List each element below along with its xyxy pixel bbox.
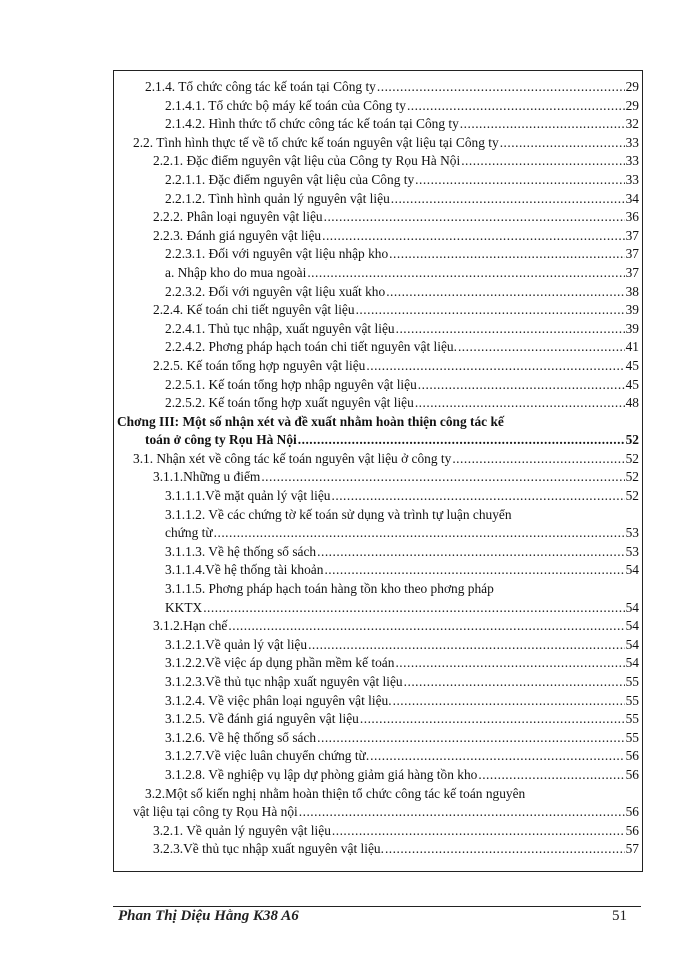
toc-entry-page: 52: [625, 469, 639, 485]
toc-leader: [415, 171, 624, 190]
toc-entry-page: 29: [625, 97, 639, 113]
toc-entry-title: toán ở công ty Rọu Hà Nội: [145, 432, 297, 448]
toc-entry-page: 53: [625, 525, 639, 541]
toc-entry[interactable]: [113, 227, 641, 246]
toc-entry[interactable]: [113, 543, 641, 562]
toc-entry-page: 52: [625, 432, 639, 448]
toc-leader: [332, 822, 625, 841]
toc-entry[interactable]: [113, 376, 641, 395]
toc-entry[interactable]: [113, 394, 641, 413]
toc-entry-title: 3.2.1. Về quản lý nguyên vật liệu: [153, 822, 331, 838]
toc-leader: [385, 840, 625, 859]
toc-entry[interactable]: [113, 822, 641, 841]
toc-entry-title: 3.1.2.3.Về thủ tục nhập xuất nguyên vật liệu: [165, 674, 403, 689]
toc-entry[interactable]: [113, 599, 641, 618]
toc-entry[interactable]: [113, 78, 641, 97]
toc-entry-title: 2.2.1.1. Đặc điểm nguyên vật liệu của Công ty: [165, 171, 415, 187]
toc-entry-page: 48: [625, 395, 639, 411]
toc-entry-page: 52: [625, 450, 639, 466]
toc-entry-title: 3.1.2.1.Về quản lý vật liệu: [165, 636, 308, 652]
toc-entry-title: 2.2.2. Phân loại nguyên vật liệu: [153, 209, 323, 225]
toc-entry[interactable]: [113, 115, 641, 134]
toc-entry[interactable]: [113, 561, 641, 580]
toc-leader: [324, 208, 625, 227]
toc-leader: [317, 543, 624, 562]
toc-entry-page: 56: [625, 748, 639, 764]
toc-entry-page: 56: [625, 804, 639, 820]
toc-entry-title: 3.1.2.8. Về nghiệp vụ lập dự phòng giảm giá hàng tồn kho: [165, 766, 478, 782]
toc-entry[interactable]: [113, 840, 641, 859]
toc-leader: [324, 561, 624, 580]
toc-entry-page: 29: [625, 79, 639, 94]
toc-entry[interactable]: [113, 729, 641, 748]
toc-entry-page: 55: [625, 692, 639, 708]
toc-leader: [356, 301, 625, 320]
toc-leader: [203, 599, 624, 618]
toc-entry-title: 3.1.1.1.Về mặt quản lý vật liệu: [165, 488, 331, 504]
toc-entry-title: 3.1.1.Những u điểm: [153, 469, 261, 485]
toc-entry-title: 2.2.1. Đặc điểm nguyên vật liệu của Công ty Rọu Hà Nội: [153, 153, 461, 169]
toc-entry-title[interactable]: 3.1.1.2. Về các chứng tờ kế toán sử dụng và trình tự luận chuyển: [165, 506, 512, 522]
toc-entry[interactable]: [113, 152, 641, 171]
toc-entry[interactable]: [113, 431, 641, 450]
toc-entry[interactable]: [113, 171, 641, 190]
toc-entry-title: 3.2.3.Về thủ tục nhập xuất nguyên vật liệu.: [153, 841, 384, 857]
toc-entry[interactable]: [113, 320, 641, 339]
table-of-contents: [113, 78, 641, 859]
toc-leader: [308, 636, 625, 655]
toc-leader: [386, 283, 624, 302]
toc-leader: [404, 673, 625, 692]
toc-entry-page: 33: [625, 153, 639, 169]
toc-entry-title: 3.1.2.Hạn chế: [153, 618, 228, 634]
toc-entry-title: 2.2.4.2. Phơng pháp hạch toán chi tiết nguyên vật liệu.: [165, 339, 457, 355]
toc-entry[interactable]: [113, 617, 641, 636]
toc-entry[interactable]: [113, 654, 641, 673]
toc-leader: [415, 394, 625, 413]
toc-entry[interactable]: [113, 710, 641, 729]
toc-entry[interactable]: [113, 301, 641, 320]
toc-leader: [307, 264, 624, 283]
toc-leader: [360, 710, 625, 729]
toc-leader: [322, 227, 625, 246]
toc-entry[interactable]: [113, 190, 641, 209]
toc-entry-page: 56: [625, 822, 639, 838]
toc-entry-page: 41: [625, 339, 639, 355]
toc-entry-title: 2.2.3.1. Đối với nguyên vật liệu nhập kho: [165, 246, 389, 262]
toc-entry-title: 2.2.3. Đánh giá nguyên vật liệu: [153, 227, 322, 243]
toc-leader: [395, 654, 624, 673]
footer-author: Phan Thị Diệu Hằng K38 A6: [118, 908, 299, 924]
toc-entry-title: vật liệu tại công ty Rọu Hà nội: [133, 804, 298, 820]
toc-leader: [370, 747, 624, 766]
toc-entry[interactable]: [113, 487, 641, 506]
toc-entry-title: 3.1.1.4.Về hệ thống tài khoản: [165, 562, 324, 578]
toc-entry[interactable]: [113, 245, 641, 264]
toc-entry[interactable]: [113, 97, 641, 116]
toc-entry-page: 54: [625, 636, 639, 652]
toc-entry[interactable]: [113, 766, 641, 785]
toc-entry-title[interactable]: 3.1.1.5. Phơng pháp hạch toán hàng tồn kho theo phơng pháp: [165, 581, 494, 597]
toc-entry-page: 39: [625, 320, 639, 336]
toc-chapter-heading[interactable]: Chơng III: Một số nhận xét và đề xuất nhằm hoàn thiện công tác kế: [117, 413, 504, 429]
toc-entry-page: 33: [625, 171, 639, 187]
toc-entry-page: 36: [625, 209, 639, 225]
toc-leader: [461, 152, 624, 171]
toc-entry-title: 2.2.5. Kế toán tổng hợp nguyên vật liệu: [153, 357, 366, 373]
toc-entry-title: 2.2.3.2. Đối với nguyên vật liệu xuất kho: [165, 283, 386, 299]
toc-entry-page: 54: [625, 599, 639, 615]
toc-leader: [391, 190, 625, 209]
toc-leader: [317, 729, 624, 748]
toc-entry-title: 3.1.2.4. Về việc phân loại nguyên vật liệu.: [165, 692, 392, 708]
toc-entry[interactable]: [113, 747, 641, 766]
toc-entry-page: 32: [625, 116, 639, 132]
toc-entry-page: 37: [625, 246, 639, 262]
toc-entry-title: 3.1.2.6. Về hệ thống sổ sách: [165, 729, 317, 745]
toc-entry[interactable]: [113, 636, 641, 655]
toc-entry-title: 2.1.4. Tổ chức công tác kế toán tại Công ty: [145, 79, 376, 94]
toc-entry-title: KKTX: [165, 599, 203, 615]
toc-leader: [396, 320, 625, 339]
toc-entry-page: 55: [625, 711, 639, 727]
toc-leader: [389, 245, 624, 264]
toc-leader: [299, 803, 625, 822]
toc-leader: [478, 766, 624, 785]
footer-page-number: 51: [612, 908, 627, 924]
toc-entry-page: 57: [625, 841, 639, 857]
toc-leader: [332, 487, 625, 506]
toc-entry-title: 2.2.1.2. Tình hình quản lý nguyên vật liệu: [165, 190, 390, 206]
toc-leader: [452, 450, 624, 469]
toc-entry[interactable]: [113, 450, 641, 469]
toc-entry-title[interactable]: 3.2.Một số kiến nghị nhằm hoàn thiện tổ chức công tác kế toán nguyên: [145, 785, 526, 801]
toc-entry-page: 33: [625, 134, 639, 150]
toc-leader: [458, 338, 625, 357]
toc-entry-page: 54: [625, 562, 639, 578]
toc-entry[interactable]: [113, 283, 641, 302]
toc-leader: [460, 115, 625, 134]
toc-entry-title: a. Nhập kho do mua ngoài: [165, 264, 307, 280]
toc-entry[interactable]: [113, 803, 641, 822]
toc-entry-page: 45: [625, 376, 639, 392]
toc-entry-page: 37: [625, 227, 639, 243]
toc-entry-title: 2.2.4.1. Thủ tục nhập, xuất nguyên vật liệu: [165, 320, 395, 336]
toc-entry[interactable]: [113, 468, 641, 487]
toc-entry-title: 2.2.4. Kế toán chi tiết nguyên vật liệu: [153, 302, 355, 318]
toc-entry-title: 3.1.2.7.Về việc luân chuyển chứng từ.: [165, 748, 370, 764]
toc-entry-title: chứng từ: [165, 525, 213, 541]
toc-leader: [261, 468, 624, 487]
toc-entry-title: 2.2.5.1. Kế toán tổng hợp nhập nguyên vật liệu: [165, 376, 417, 392]
toc-entry[interactable]: [113, 208, 641, 227]
toc-leader: [377, 78, 625, 97]
toc-entry-title: 3.1.2.5. Về đánh giá nguyên vật liệu: [165, 711, 359, 727]
toc-entry-title: 2.2. Tình hình thực tế về tổ chức kế toán nguyên vật liệu tại Công ty: [133, 134, 499, 150]
toc-leader: [298, 431, 625, 450]
footer-rule: [113, 906, 641, 907]
toc-leader: [407, 97, 625, 116]
toc-leader: [214, 524, 625, 543]
toc-entry-page: 45: [625, 357, 639, 373]
toc-entry-page: 34: [625, 190, 639, 206]
toc-leader: [366, 357, 624, 376]
toc-entry[interactable]: [113, 673, 641, 692]
toc-entry[interactable]: [113, 692, 641, 711]
toc-entry[interactable]: [113, 264, 641, 283]
toc-leader: [228, 617, 624, 636]
toc-entry[interactable]: [113, 357, 641, 376]
toc-entry-page: 56: [625, 766, 639, 782]
toc-entry-page: 55: [625, 729, 639, 745]
toc-entry-page: 54: [625, 655, 639, 671]
toc-entry-page: 55: [625, 674, 639, 689]
toc-entry-title: 3.1.2.2.Về việc áp dụng phần mềm kế toán: [165, 655, 395, 671]
toc-entry-title: 2.1.4.2. Hình thức tổ chức công tác kế toán tại Công ty: [165, 116, 459, 132]
toc-leader: [500, 134, 625, 153]
toc-leader: [418, 376, 625, 395]
toc-entry-title: 2.2.5.2. Kế toán tổng hợp xuất nguyên vật liệu: [165, 395, 414, 411]
toc-entry-page: 54: [625, 618, 639, 634]
toc-entry-page: 39: [625, 302, 639, 318]
toc-entry-page: 53: [625, 543, 639, 559]
toc-entry[interactable]: [113, 134, 641, 153]
toc-entry[interactable]: [113, 338, 641, 357]
toc-entry-page: 52: [625, 488, 639, 504]
toc-entry[interactable]: [113, 524, 641, 543]
toc-entry-page: 38: [625, 283, 639, 299]
toc-entry-title: 3.1. Nhận xét về công tác kế toán nguyên vật liệu ở công ty: [133, 450, 452, 466]
toc-entry-title: 2.1.4.1. Tổ chức bộ máy kế toán của Công ty: [165, 97, 406, 113]
toc-leader: [393, 692, 625, 711]
toc-entry-title: 3.1.1.3. Về hệ thống sổ sách: [165, 543, 317, 559]
toc-entry-page: 37: [625, 264, 639, 280]
